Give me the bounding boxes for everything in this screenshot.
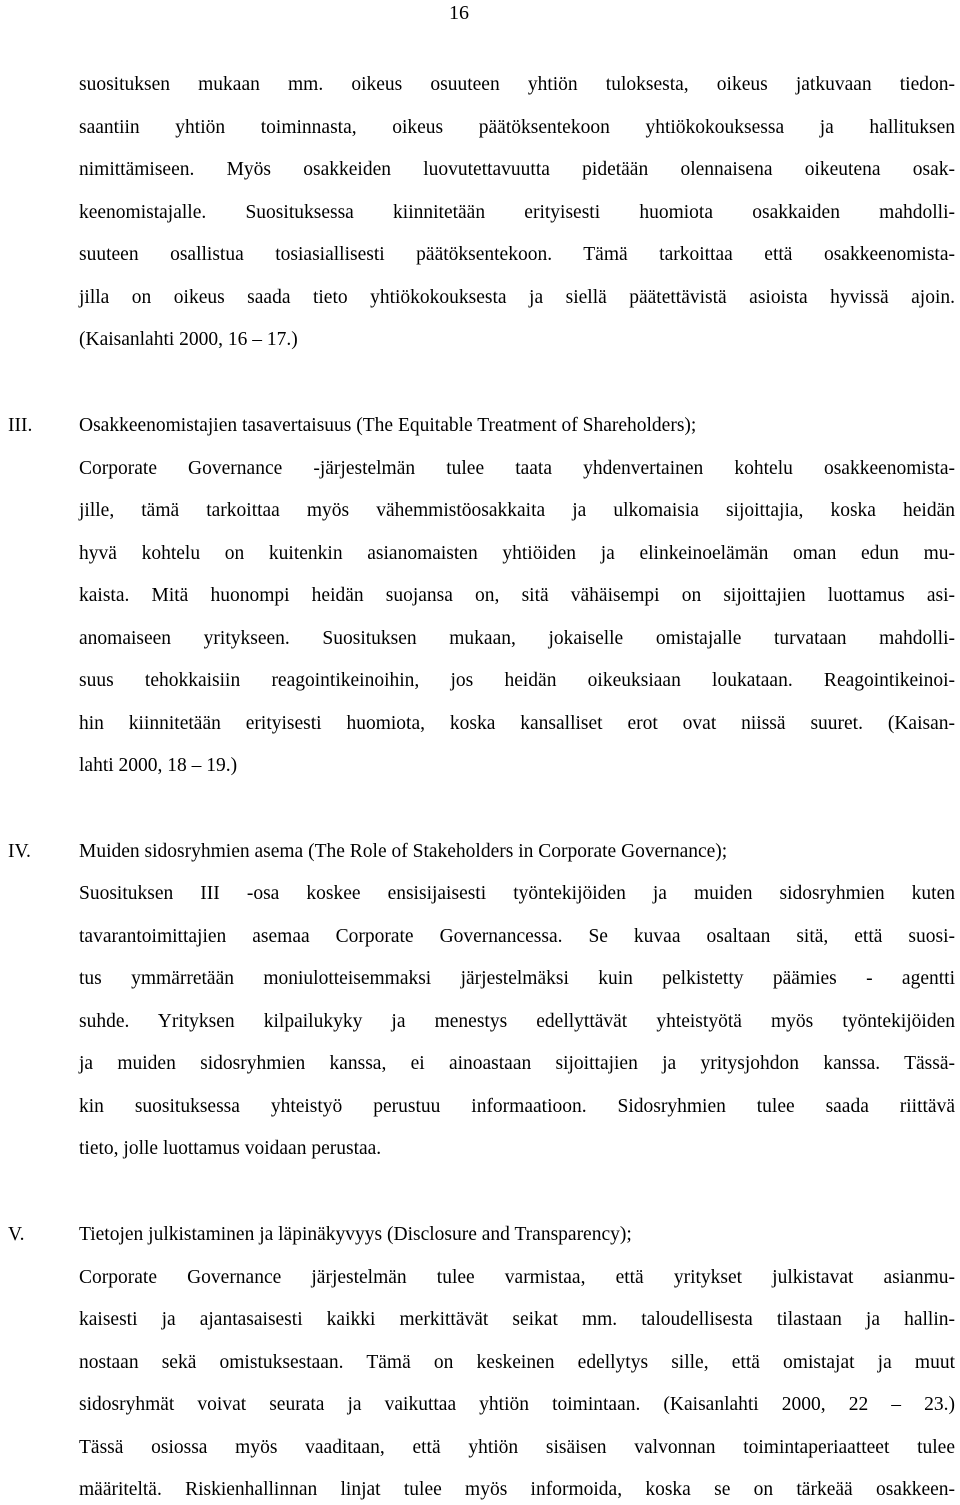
text-line: hyvä kohtelu on kuitenkin asianomaisten yhtiöiden ja elinkeinoelämän oman edun mu- [79, 543, 955, 564]
text-line: nostaan sekä omistuksestaan. Tämä on keskeinen edellytys sille, että omistajat ja muut [79, 1352, 955, 1373]
text-line: suus tehokkaisiin reagointikeinoihin, jos heidän oikeuksiaan loukataan. Reagointikeinoi- [79, 670, 955, 691]
text-line: Corporate Governance järjestelmän tulee varmistaa, että yritykset julkistavat asianmu- [79, 1267, 955, 1288]
text-line: kin suosituksessa yhteistyö perustuu informaatioon. Sidosryhmien tulee saada riittävä [79, 1096, 955, 1117]
text-line: anomaiseen yritykseen. Suosituksen mukaan, jokaiselle omistajalle turvataan mahdolli- [79, 628, 955, 649]
text-line: suhde. Yrityksen kilpailukyky ja menestys edellyttävät yhteistyötä myös työntekijöiden [79, 1011, 955, 1032]
text-line: tieto, jolle luottamus voidaan perustaa. [79, 1138, 382, 1159]
text-line: lahti 2000, 18 – 19.) [79, 755, 238, 776]
text-line: Suosituksen III -osa koskee ensisijaisesti työntekijöiden ja muiden sidosryhmien kuten [79, 883, 955, 904]
text-line: sidosryhmät voivat seurata ja vaikuttaa yhtiön toimintaan. (Kaisanlahti 2000, 22 – 23.) [79, 1394, 955, 1415]
text-line: Corporate Governance -järjestelmän tulee taata yhdenvertainen kohtelu osakkeenomista- [79, 458, 955, 479]
text-line: keenomistajalle. Suosituksessa kiinnitetään erityisesti huomiota osakkaiden mahdolli- [79, 202, 955, 223]
section-heading: Muiden sidosryhmien asema (The Role of Stakeholders in Corporate Governance); [79, 841, 728, 862]
text-line: ja muiden sidosryhmien kanssa, ei ainoastaan sijoittajien ja yritysjohdon kanssa. Tässä- [79, 1053, 955, 1074]
section-number: IV. [8, 841, 31, 862]
text-line: tavarantoimittajien asemaa Corporate Governancessa. Se kuvaa osaltaan sitä, että suosi- [79, 926, 955, 947]
text-line: tus ymmärretään moniulotteisemmaksi järjestelmäksi kuin pelkistetty päämies - agentti [79, 968, 955, 989]
text-line: jilla on oikeus saada tieto yhtiökokouksesta ja siellä päätettävistä asioista hyvissä ajoin. [79, 287, 955, 308]
text-line: jille, tämä tarkoittaa myös vähemmistöosakkaita ja ulkomaisia sijoittajia, koska heidän [79, 500, 955, 521]
page-number: 16 [449, 2, 469, 24]
text-line: kaisesti ja ajantasaisesti kaikki merkittävät seikat mm. taloudellisesta tilastaan ja hallin- [79, 1309, 955, 1330]
section-number: V. [8, 1224, 25, 1245]
text-line: kaista. Mitä huonompi heidän suojansa on, sitä vähäisempi on sijoittajien luottamus asi- [79, 585, 955, 606]
text-line: hin kiinnitetään erityisesti huomiota, koska kansalliset erot ovat niissä suuret. (Kaisan- [79, 713, 955, 734]
section-number: III. [8, 415, 33, 436]
text-line: nimittämiseen. Myös osakkeiden luovutettavuutta pidetään olennaisena oikeutena osak- [79, 159, 955, 180]
section-heading: Osakkeenomistajien tasavertaisuus (The Equitable Treatment of Shareholders); [79, 415, 697, 436]
section-heading: Tietojen julkistaminen ja läpinäkyvyys (Disclosure and Transparency); [79, 1224, 632, 1245]
text-line: suuteen osallistua tosiasiallisesti päätöksentekoon. Tämä tarkoittaa että osakkeenomista- [79, 244, 955, 265]
text-line: (Kaisanlahti 2000, 16 – 17.) [79, 329, 298, 350]
text-line: määriteltä. Riskienhallinnan linjat tulee myös informoida, koska se on tärkeää osakkeen- [79, 1479, 955, 1500]
text-line: Tässä osiossa myös vaaditaan, että yhtiön sisäisen valvonnan toimintaperiaatteet tulee [79, 1437, 955, 1458]
text-line: suosituksen mukaan mm. oikeus osuuteen yhtiön tuloksesta, oikeus jatkuvaan tiedon- [79, 74, 955, 95]
text-line: saantiin yhtiön toiminnasta, oikeus päätöksentekoon yhtiökokouksessa ja hallituksen [79, 117, 955, 138]
